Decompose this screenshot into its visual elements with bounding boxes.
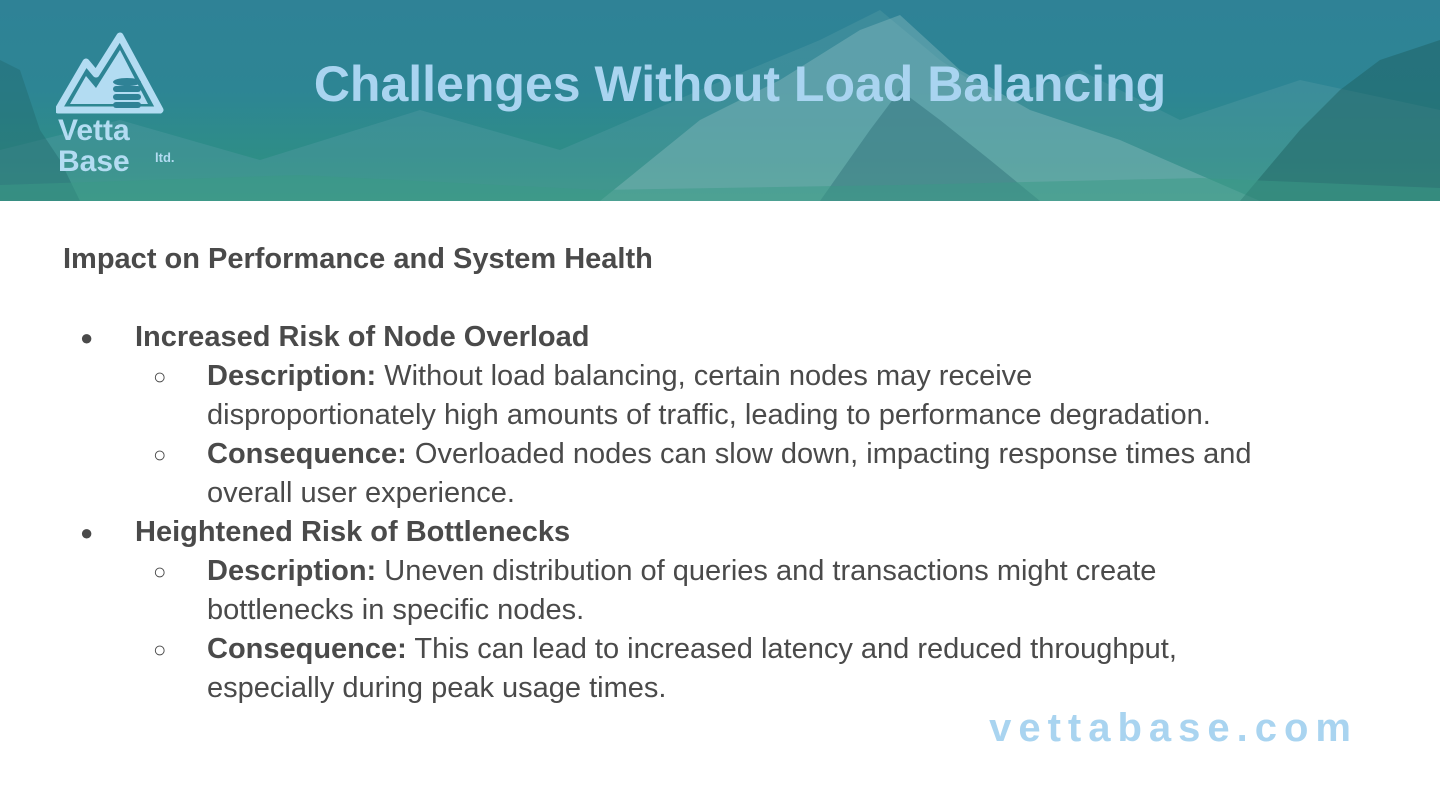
logo-wordmark-line2: Base [58,145,130,178]
list-item [207,357,1387,396]
bullet-circle-icon: ○ [153,442,167,467]
footer-website-link[interactable]: vettabase.com [989,706,1358,750]
mountain-database-icon [56,32,166,114]
point-text: This can lead to increased latency and reduced throughput, [406,633,1177,665]
point-label: Consequence: [207,438,407,470]
bullet-disc-icon: ● [80,520,94,545]
bullet-disc-icon: ● [80,325,94,350]
point-label: Description: [207,555,377,587]
list-item [207,552,1387,591]
bullet-circle-icon: ○ [153,364,167,389]
point-text-continued: overall user experience. [207,477,515,509]
logo-wordmark-line1: Vetta [58,114,130,147]
bullet-circle-icon: ○ [153,637,167,662]
point-text-continued: especially during peak usage times. [207,672,667,704]
vettabase-logo [56,32,196,182]
point-text-continued: disproportionately high amounts of traffic, leading to performance degradation. [207,399,1211,431]
section-heading: Increased Risk of Node Overload [135,321,590,353]
slide-subtitle: Impact on Performance and System Health [63,243,653,275]
bullet-circle-icon: ○ [153,559,167,584]
list-item [207,630,1387,669]
point-text: Without load balancing, certain nodes may receive [376,360,1033,392]
list-item [207,435,1387,474]
slide-title: Challenges Without Load Balancing [313,56,1167,112]
header-banner [0,0,1440,201]
section-heading: Heightened Risk of Bottlenecks [135,516,571,548]
logo-suffix: ltd. [155,150,175,165]
point-label: Consequence: [207,633,407,665]
point-label: Description: [207,360,377,392]
point-text: Uneven distribution of queries and transactions might create [376,555,1157,587]
point-text: Overloaded nodes can slow down, impacting response times and [406,438,1252,470]
point-text-continued: bottlenecks in specific nodes. [207,594,585,626]
